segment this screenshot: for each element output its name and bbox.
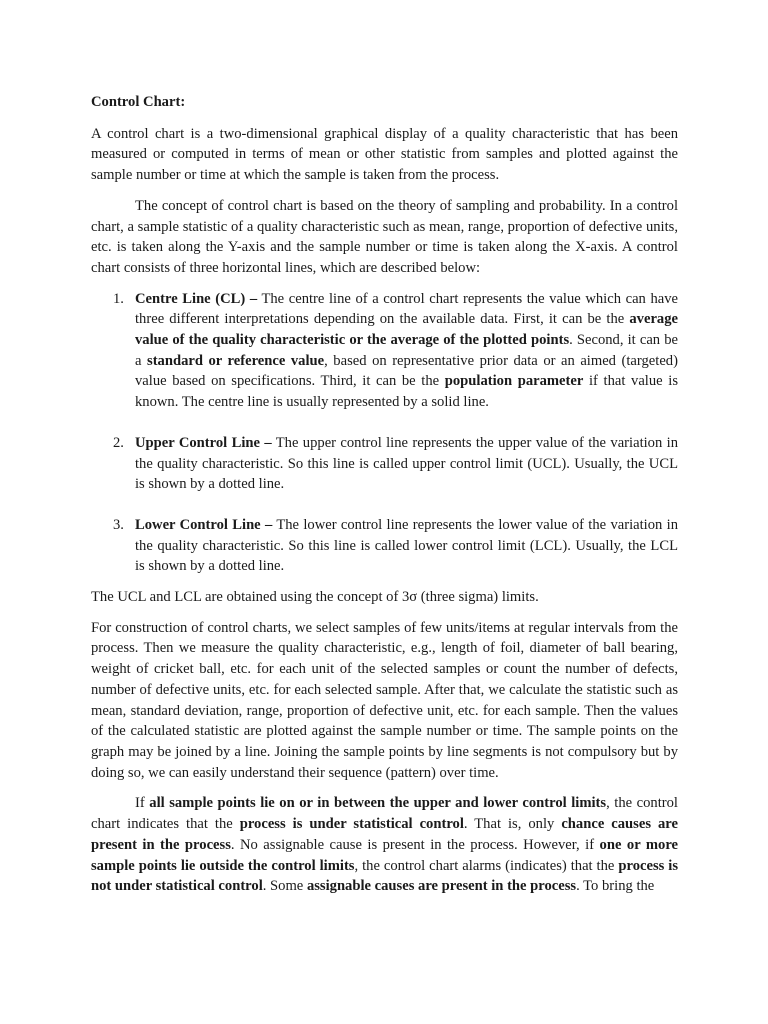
list-text: . Second, it can be a [135, 332, 678, 369]
bold-text: one or more sample points lie outside the control limits [91, 836, 679, 874]
body-text: If [135, 795, 150, 812]
document-heading: Control Chart: [91, 94, 186, 110]
document-page [91, 92, 678, 897]
bold-text: standard or reference value [147, 352, 325, 369]
list-item-lower-control-line [91, 515, 678, 577]
bold-text: process is under statistical control [239, 816, 464, 833]
paragraph-definition: A control chart is a two-dimensional graphical display of a quality characteristic that has been measured or computed in terms of mean or other statistic from samples and plotted against the sample number or time at which the sample is taken from the process. [91, 125, 678, 184]
bold-text: population parameter [444, 373, 584, 390]
control-lines-list [91, 289, 678, 577]
body-text: . That is, only [463, 816, 562, 833]
list-text: , based on representative prior data or an aimed (targeted) value based on specifications. Third, it can be the [135, 352, 678, 390]
body-text: , the control chart alarms (indicates) that the [354, 857, 619, 874]
paragraph-concept: The concept of control chart is based on the theory of sampling and probability. In a control chart, a sample statistic of a quality characteristic such as mean, range, proportion of defective units, etc. is taken along the Y-axis and the sample number or time is taken along the X-axis. A control chart consists of three horizontal lines, which are described below: [91, 197, 678, 276]
body-text: , the control chart indicates that the [91, 795, 678, 833]
body-text: . Some [262, 878, 307, 895]
term-centre-line: Centre Line (CL) – [135, 290, 258, 307]
paragraph-construction: For construction of control charts, we select samples of few units/items at regular intervals from the process. Then we measure the quality characteristic, e.g., length of foil, diameter of ball bearing, weight of cricket ball, etc. for each unit of the selected samples or count the number of defects, number of defective units, etc. for each selected sample. After that, we calculate the statistic such as mean, standard deviation, range, proportion of defective unit, etc. for each sample. Then the values of the calculated statistic are plotted against the sample number or time. The sample points on the graph may be joined by a line. Joining the sample points by line segments is not compulsory but by doing so, we can easily understand their sequence (pattern) over time. [91, 619, 678, 781]
bold-text: chance causes are present in the process [91, 816, 678, 853]
bold-text: process is not under statistical control [91, 857, 678, 895]
bold-text: assignable causes are present in the process [306, 878, 577, 895]
body-text: . To bring the [576, 878, 655, 895]
list-item-upper-control-line [91, 433, 678, 495]
list-text: if that value is known. The centre line is usually represented by a solid line. [135, 373, 678, 411]
term-upper-control-line: Upper Control Line – [135, 434, 272, 451]
list-text: The lower control line represents the lower value of the variation in the quality characteristic. So this line is called lower control limit (LCL). Usually, the LCL is shown by a dotted line. [135, 516, 678, 575]
list-item-centre-line [91, 289, 678, 413]
paragraph-statistical-control [91, 793, 678, 897]
bold-text: average value of the quality characteristic or the average of the plotted points [135, 311, 678, 349]
list-text: The centre line of a control chart represents the value which can have three different interpretations depending on the available data. First, it can be the [135, 290, 678, 328]
list-text: The upper control line represents the upper value of the variation in the quality characteristic. So this line is called upper control limit (UCL). Usually, the UCL is shown by a dotted line. [135, 434, 678, 493]
term-lower-control-line: Lower Control Line – [135, 516, 273, 533]
list-number: 2. [113, 434, 124, 451]
list-number: 1. [113, 290, 124, 307]
body-text: . No assignable cause is present in the process. However, if [230, 836, 600, 853]
list-number: 3. [113, 516, 124, 533]
paragraph-sigma-limits: The UCL and LCL are obtained using the concept of 3σ (three sigma) limits. [91, 589, 539, 606]
bold-text: all sample points lie on or in between the upper and lower control limits [149, 795, 607, 812]
